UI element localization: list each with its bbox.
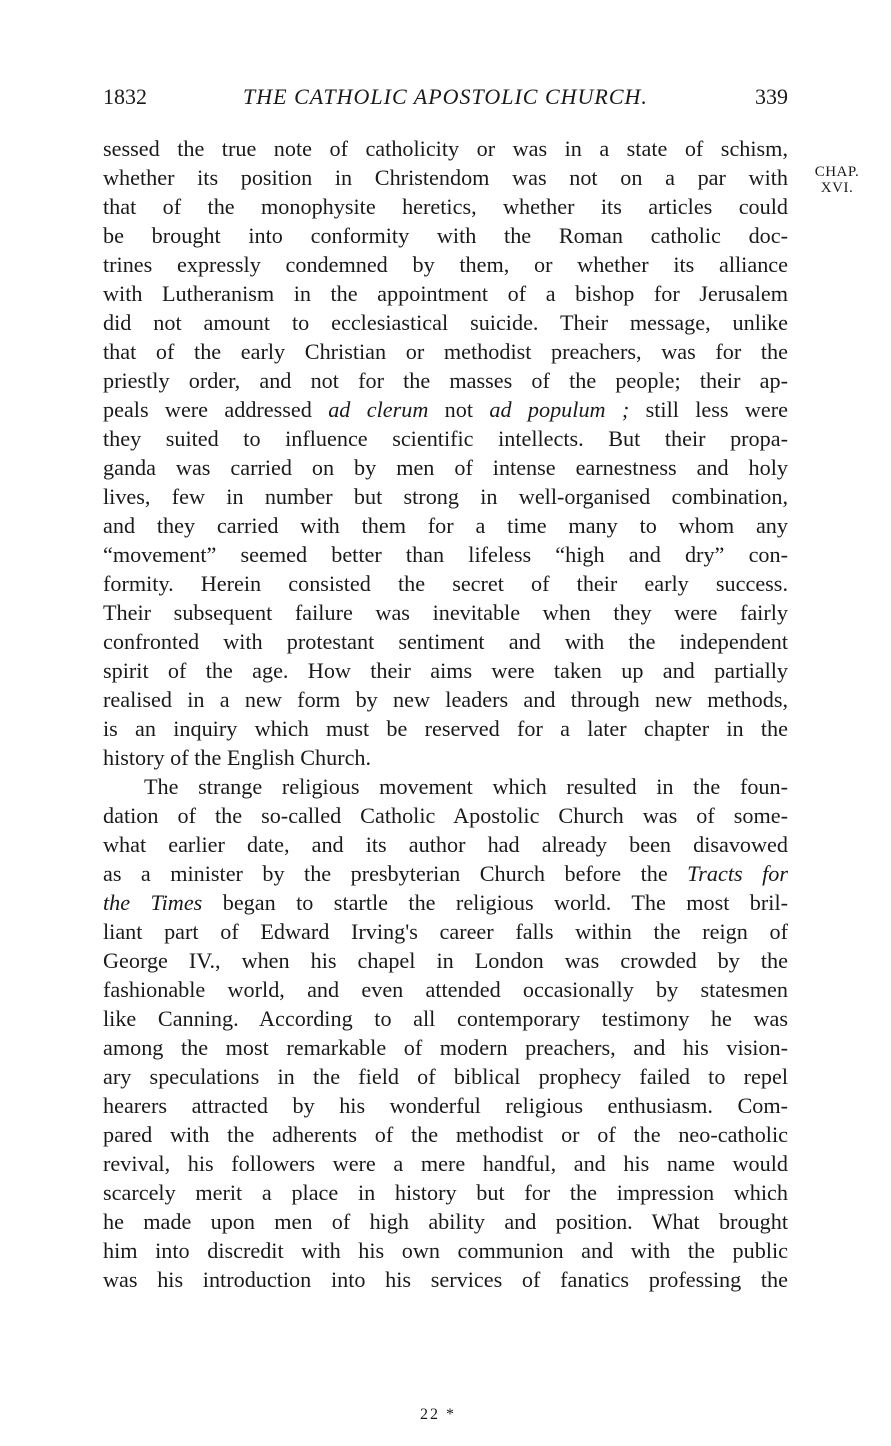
text-segment: began to startle the religious world. The most bril- xyxy=(202,890,788,915)
header-year: 1832 xyxy=(103,84,147,109)
text-line xyxy=(103,888,788,917)
text-line: spirit of the age. How their aims were taken up and partially xyxy=(103,658,788,683)
chapter-number: XVI. xyxy=(820,180,854,196)
text-line: that of the monophysite heretics, whether its articles could xyxy=(103,194,788,219)
signature-mark: 22 * xyxy=(420,1406,456,1423)
text-line: he made upon men of high ability and position. What brought xyxy=(103,1209,788,1234)
text-line: formity. Herein consisted the secret of their early success. xyxy=(103,571,788,596)
book-title: Tracts for xyxy=(687,861,788,886)
text-line: liant part of Edward Irving's career falls within the reign of xyxy=(103,919,788,944)
text-line: him into discredit with his own communion and with the public xyxy=(103,1238,788,1263)
text-line xyxy=(103,859,788,888)
chapter-label: CHAP. xyxy=(814,164,860,180)
text-line xyxy=(103,395,788,424)
text-line: like Canning. According to all contemporary testimony he was xyxy=(103,1006,788,1031)
text-line: did not amount to ecclesiastical suicide. Their message, unlike xyxy=(103,310,788,335)
text-line: they suited to influence scientific intellects. But their propa- xyxy=(103,426,788,451)
text-line: be brought into conformity with the Roman catholic doc- xyxy=(103,223,788,248)
body-text xyxy=(103,134,788,1294)
text-line: pared with the adherents of the methodist or of the neo-catholic xyxy=(103,1122,788,1147)
paragraph-start: The strange religious movement which resulted in the foun- xyxy=(144,774,788,799)
text-line: priestly order, and not for the masses of the people; their ap- xyxy=(103,368,788,393)
text-line: scarcely merit a place in history but for the impression which xyxy=(103,1180,788,1205)
book-title: the Times xyxy=(103,890,203,915)
text-line: George IV., when his chapel in London was crowded by the xyxy=(103,948,788,973)
text-line: what earlier date, and its author had already been disavowed xyxy=(103,832,788,857)
text-line: with Lutheranism in the appointment of a bishop for Jerusalem xyxy=(103,281,788,306)
text-line: sessed the true note of catholicity or was in a state of schism, xyxy=(103,136,788,161)
text-segment: not xyxy=(428,397,490,422)
text-line: hearers attracted by his wonderful religious enthusiasm. Com- xyxy=(103,1093,788,1118)
text-line: “movement” seemed better than lifeless “high and dry” con- xyxy=(103,542,788,567)
text-line: is an inquiry which must be reserved for a later chapter in the xyxy=(103,716,788,741)
text-line: ary speculations in the field of biblical prophecy failed to repel xyxy=(103,1064,788,1089)
text-line: among the most remarkable of modern preachers, and his vision- xyxy=(103,1035,788,1060)
text-line: and they carried with them for a time many to whom any xyxy=(103,513,788,538)
chapter-margin-note xyxy=(802,164,872,196)
text-segment: peals were addressed xyxy=(103,397,329,422)
text-line: ganda was carried on by men of intense earnestness and holy xyxy=(103,455,788,480)
text-segment: as a minister by the presbyterian Church before the xyxy=(103,861,688,886)
text-segment: still less were xyxy=(629,397,788,422)
text-line: revival, his followers were a mere handful, and his name would xyxy=(103,1151,788,1176)
text-line: fashionable world, and even attended occasionally by statesmen xyxy=(103,977,788,1002)
latin-phrase: ad populum ; xyxy=(489,397,630,422)
text-line: realised in a new form by new leaders and through new methods, xyxy=(103,687,788,712)
text-line: whether its position in Christendom was not on a par with xyxy=(103,165,788,190)
text-line: lives, few in number but strong in well-organised combination, xyxy=(103,484,788,509)
latin-phrase: ad clerum xyxy=(328,397,429,422)
text-line: Their subsequent failure was inevitable when they were fairly xyxy=(103,600,788,625)
text-line: history of the English Church. xyxy=(103,745,372,770)
text-line: confronted with protestant sentiment and with the independent xyxy=(103,629,788,654)
page-number: 339 xyxy=(755,84,788,109)
text-line: dation of the so-called Catholic Apostolic Church was of some- xyxy=(103,803,788,828)
text-line: that of the early Christian or methodist preachers, was for the xyxy=(103,339,788,364)
text-line: was his introduction into his services of fanatics professing the xyxy=(103,1267,788,1292)
running-title: THE CATHOLIC APOSTOLIC CHURCH. xyxy=(243,84,648,109)
text-line: trines expressly condemned by them, or whether its alliance xyxy=(103,252,788,277)
page-header xyxy=(103,84,788,116)
